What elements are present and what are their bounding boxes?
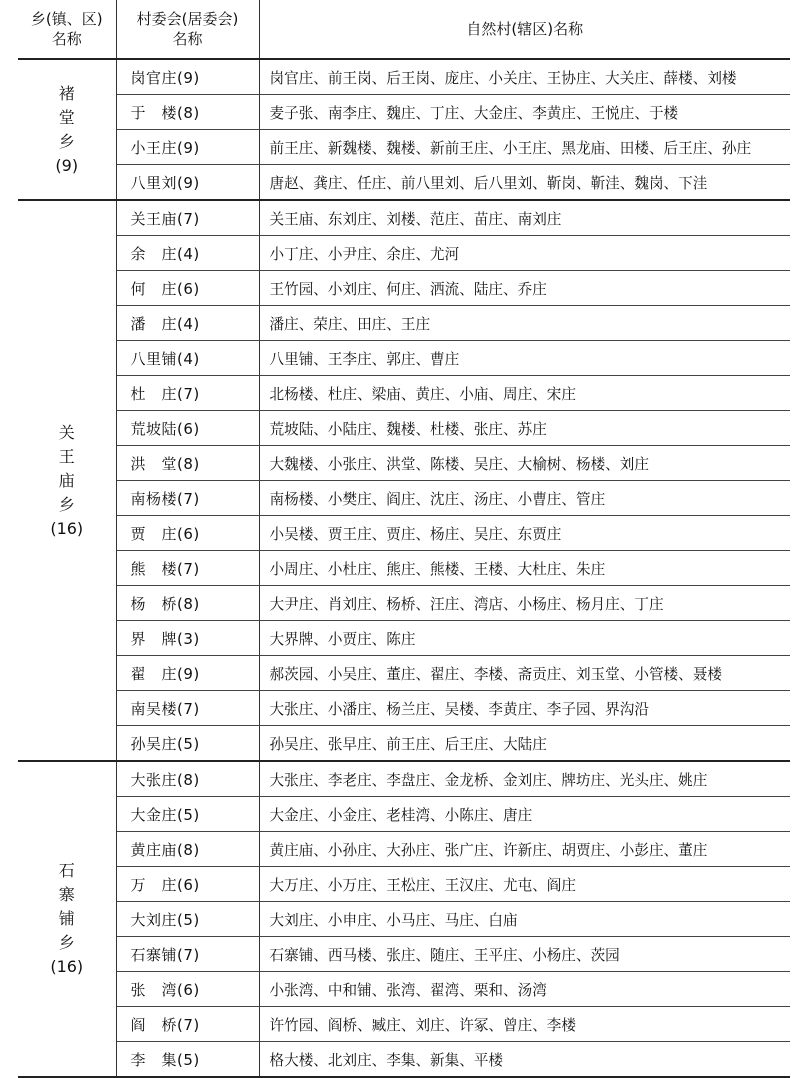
committee-name: 潘 庄(4) xyxy=(116,306,259,341)
table-row xyxy=(18,271,790,306)
town-count: (9) xyxy=(55,155,79,175)
town-name xyxy=(18,761,116,1077)
town-name-char: 石 xyxy=(58,861,75,880)
village-list: 大魏楼、小张庄、洪堂、陈楼、吴庄、大榆树、杨楼、刘庄 xyxy=(259,446,790,481)
town-name-char: 堂 xyxy=(58,107,75,127)
table-row xyxy=(18,1007,790,1042)
table-row xyxy=(18,551,790,586)
table-row xyxy=(18,481,790,516)
village-list: 小吴楼、贾王庄、贾庄、杨庄、吴庄、东贾庄 xyxy=(259,516,790,551)
town-count: (16) xyxy=(50,518,84,538)
table-row xyxy=(18,411,790,446)
committee-name: 张 湾(6) xyxy=(116,972,259,1007)
table-row xyxy=(18,832,790,867)
village-list: 王竹园、小刘庄、何庄、洒流、陆庄、乔庄 xyxy=(259,271,790,306)
town-name xyxy=(18,59,116,200)
table-row xyxy=(18,586,790,621)
village-list: 潘庄、荣庄、田庄、王庄 xyxy=(259,306,790,341)
header-committee-line1: 村委会(居委会) xyxy=(136,10,239,28)
village-list: 大张庄、李老庄、李盘庄、金龙桥、金刘庄、牌坊庄、光头庄、姚庄 xyxy=(259,761,790,797)
committee-name: 贾 庄(6) xyxy=(116,516,259,551)
town-name-char: 乡 xyxy=(58,933,75,952)
town-name-char: 关 xyxy=(58,422,75,442)
table-row xyxy=(18,867,790,902)
committee-name: 孙吴庄(5) xyxy=(116,726,259,762)
table-row xyxy=(18,200,790,236)
village-list: 格大楼、北刘庄、李集、新集、平楼 xyxy=(259,1042,790,1078)
table-row xyxy=(18,306,790,341)
committee-name: 岗官庄(9) xyxy=(116,59,259,95)
town-name-char: 铺 xyxy=(58,909,75,928)
town-count: (16) xyxy=(50,957,84,976)
table-row xyxy=(18,726,790,762)
village-list: 唐赵、龚庄、任庄、前八里刘、后八里刘、靳岗、靳洼、魏岗、下洼 xyxy=(259,165,790,201)
committee-name: 洪 堂(8) xyxy=(116,446,259,481)
committee-name: 南吴楼(7) xyxy=(116,691,259,726)
committee-name: 大金庄(5) xyxy=(116,797,259,832)
table-row xyxy=(18,341,790,376)
committee-name: 界 牌(3) xyxy=(116,621,259,656)
village-list: 大刘庄、小申庄、小马庄、马庄、白庙 xyxy=(259,902,790,937)
page xyxy=(18,0,790,1078)
table-row xyxy=(18,937,790,972)
committee-name: 翟 庄(9) xyxy=(116,656,259,691)
committee-name: 万 庄(6) xyxy=(116,867,259,902)
village-list: 小张湾、中和铺、张湾、翟湾、栗和、汤湾 xyxy=(259,972,790,1007)
committee-name: 于 楼(8) xyxy=(116,95,259,130)
table-row xyxy=(18,797,790,832)
committee-name: 余 庄(4) xyxy=(116,236,259,271)
village-list: 荒坡陆、小陆庄、魏楼、杜楼、张庄、苏庄 xyxy=(259,411,790,446)
town-name-char: 王 xyxy=(58,446,75,466)
village-list: 大万庄、小万庄、王松庄、王汉庄、尤屯、阎庄 xyxy=(259,867,790,902)
committee-name: 杨 桥(8) xyxy=(116,586,259,621)
committee-name: 关王庙(7) xyxy=(116,200,259,236)
town-name xyxy=(18,200,116,761)
header-town-line2: 名称 xyxy=(51,30,82,48)
table-row xyxy=(18,95,790,130)
village-list: 北杨楼、杜庄、梁庙、黄庄、小庙、周庄、宋庄 xyxy=(259,376,790,411)
table-row xyxy=(18,691,790,726)
village-list: 石寨铺、西马楼、张庄、随庄、王平庄、小杨庄、茨园 xyxy=(259,937,790,972)
committee-name: 熊 楼(7) xyxy=(116,551,259,586)
table-row xyxy=(18,972,790,1007)
village-list: 大张庄、小潘庄、杨兰庄、吴楼、李黄庄、李子园、界沟沿 xyxy=(259,691,790,726)
village-list: 小周庄、小杜庄、熊庄、熊楼、王楼、大杜庄、朱庄 xyxy=(259,551,790,586)
committee-name: 南杨楼(7) xyxy=(116,481,259,516)
committee-name: 大张庄(8) xyxy=(116,761,259,797)
committee-name: 李 集(5) xyxy=(116,1042,259,1078)
committee-name: 荒坡陆(6) xyxy=(116,411,259,446)
village-list: 郝茨园、小吴庄、董庄、翟庄、李楼、斋贡庄、刘玉堂、小管楼、聂楼 xyxy=(259,656,790,691)
table-row xyxy=(18,376,790,411)
committee-name: 八里铺(4) xyxy=(116,341,259,376)
committee-name: 杜 庄(7) xyxy=(116,376,259,411)
village-list: 大金庄、小金庄、老桂湾、小陈庄、唐庄 xyxy=(259,797,790,832)
village-list: 麦子张、南李庄、魏庄、丁庄、大金庄、李黄庄、王悦庄、于楼 xyxy=(259,95,790,130)
village-list: 大界牌、小贾庄、陈庄 xyxy=(259,621,790,656)
town-name-char: 寨 xyxy=(58,885,75,904)
committee-name: 八里刘(9) xyxy=(116,165,259,201)
town-name-char: 褚 xyxy=(58,83,75,103)
village-list: 黄庄庙、小孙庄、大孙庄、张广庄、许新庄、胡贾庄、小彭庄、董庄 xyxy=(259,832,790,867)
table-row xyxy=(18,59,790,95)
town-name-char: 乡 xyxy=(58,131,75,151)
table-row xyxy=(18,165,790,201)
table-row xyxy=(18,446,790,481)
table-row xyxy=(18,236,790,271)
village-list: 小丁庄、小尹庄、余庄、尤河 xyxy=(259,236,790,271)
village-list: 大尹庄、肖刘庄、杨桥、汪庄、湾店、小杨庄、杨月庄、丁庄 xyxy=(259,586,790,621)
table-row xyxy=(18,130,790,165)
committee-name: 小王庄(9) xyxy=(116,130,259,165)
committee-name: 何 庄(6) xyxy=(116,271,259,306)
header-committee-line2: 名称 xyxy=(172,30,203,48)
village-list: 八里铺、王李庄、郭庄、曹庄 xyxy=(259,341,790,376)
committee-name: 阎 桥(7) xyxy=(116,1007,259,1042)
header-villages: 自然村(辖区)名称 xyxy=(466,20,584,38)
committee-name: 黄庄庙(8) xyxy=(116,832,259,867)
village-list: 孙吴庄、张早庄、前王庄、后王庄、大陆庄 xyxy=(259,726,790,762)
table-row xyxy=(18,761,790,797)
village-table xyxy=(18,0,790,1078)
village-list: 许竹园、阎桥、臧庄、刘庄、许冢、曾庄、李楼 xyxy=(259,1007,790,1042)
village-list: 关王庙、东刘庄、刘楼、范庄、苗庄、南刘庄 xyxy=(259,200,790,236)
header-committee xyxy=(116,0,259,59)
table-row xyxy=(18,621,790,656)
village-list: 南杨楼、小樊庄、阎庄、沈庄、汤庄、小曹庄、管庄 xyxy=(259,481,790,516)
table-row xyxy=(18,902,790,937)
village-list: 岗官庄、前王岗、后王岗、庞庄、小关庄、王协庄、大关庄、薛楼、刘楼 xyxy=(259,59,790,95)
town-name-char: 庙 xyxy=(58,470,75,490)
header-row xyxy=(18,0,790,59)
header-town xyxy=(18,0,116,59)
committee-name: 大刘庄(5) xyxy=(116,902,259,937)
town-name-char: 乡 xyxy=(58,494,75,514)
table-row xyxy=(18,516,790,551)
header-town-line1: 乡(镇、区) xyxy=(30,10,103,28)
table-row xyxy=(18,656,790,691)
committee-name: 石寨铺(7) xyxy=(116,937,259,972)
table-row xyxy=(18,1042,790,1078)
village-list: 前王庄、新魏楼、魏楼、新前王庄、小王庄、黑龙庙、田楼、后王庄、孙庄 xyxy=(259,130,790,165)
